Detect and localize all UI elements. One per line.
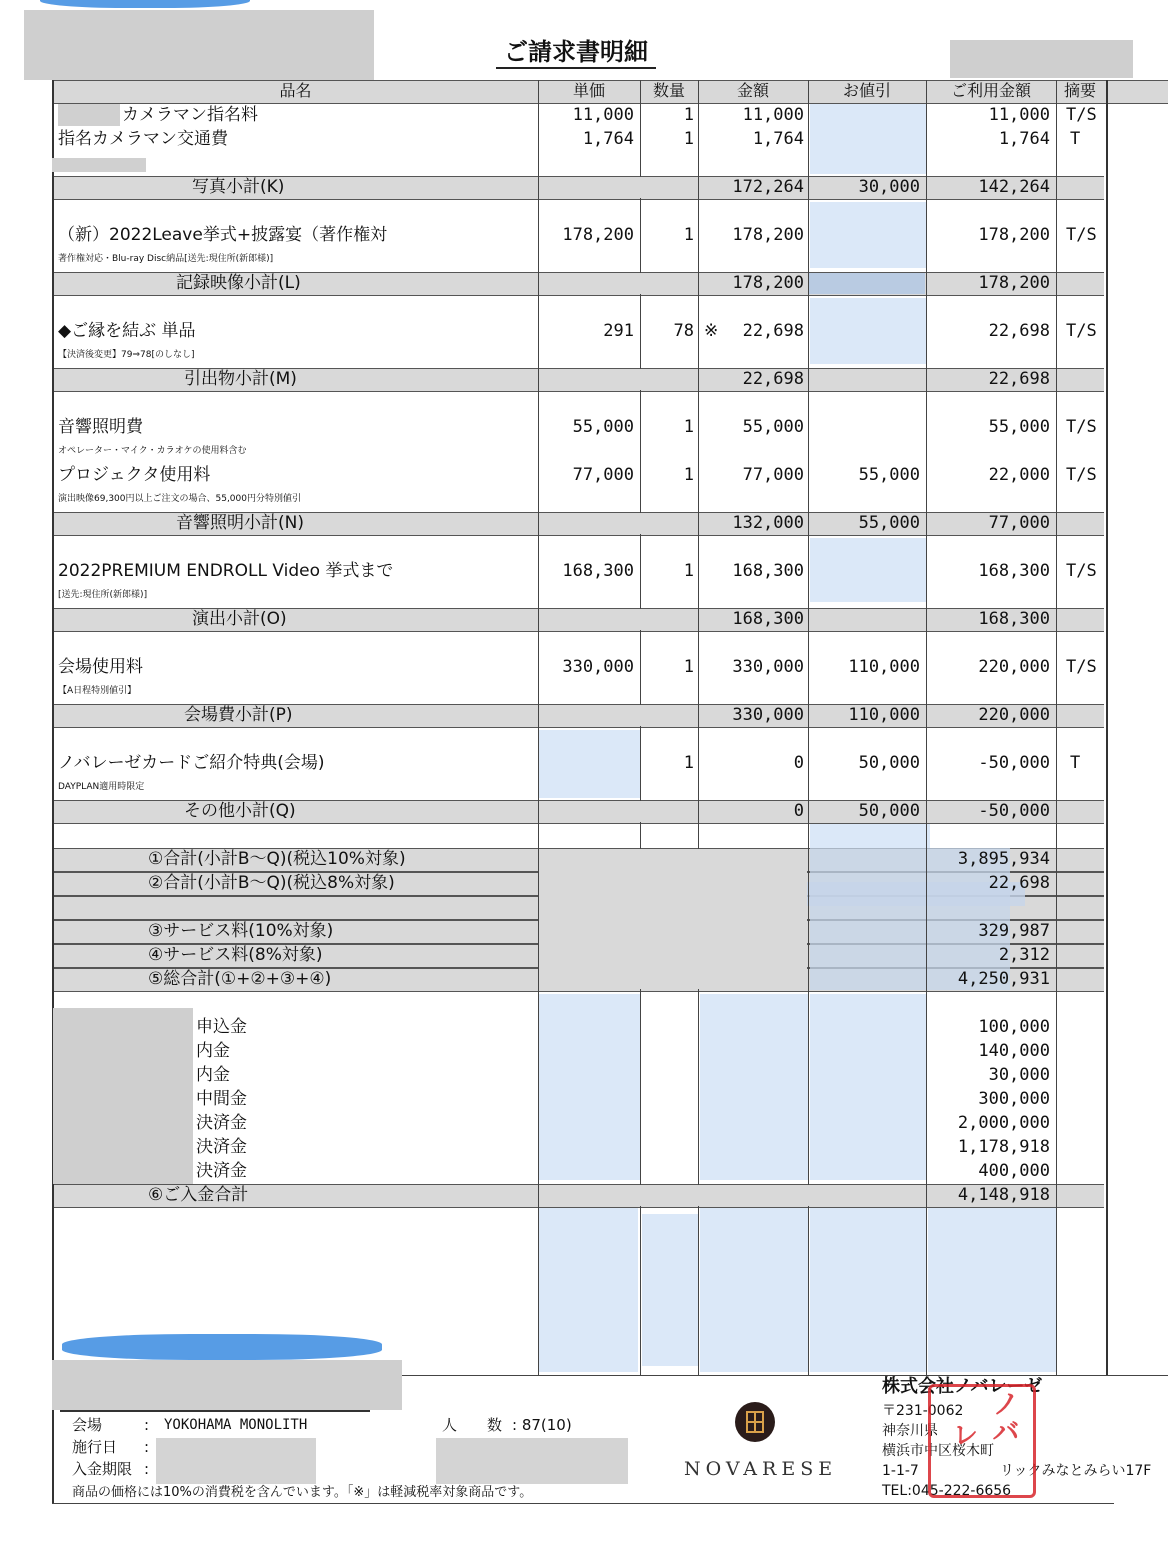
row-qty: 1 <box>683 561 694 581</box>
summary-label: ②合計(小計B～Q)(税込8%対象) <box>148 873 395 893</box>
payment-amount: 140,000 <box>978 1041 1050 1061</box>
row-price: 11,000 <box>572 105 634 125</box>
row-qty: 1 <box>683 465 694 485</box>
row-amount: 168,300 <box>732 561 804 581</box>
reduced-tax-mark: ※ <box>704 321 719 341</box>
redacted-payment-dates <box>53 1008 193 1184</box>
row-amount: 11,000 <box>742 105 804 125</box>
subtotal-total: -50,000 <box>978 801 1050 821</box>
subtotal-total: 142,264 <box>978 177 1050 197</box>
col-line-note <box>1056 80 1057 1375</box>
row-sub: DAYPLAN適用時限定 <box>58 782 145 792</box>
row-note: T/S <box>1066 225 1097 245</box>
row-name: プロジェクタ使用料 <box>58 465 211 485</box>
row-name: 会場使用料 <box>58 657 143 677</box>
row-price: 77,000 <box>572 465 634 485</box>
company-address-2: 横浜市中区桜木町 <box>882 1443 994 1459</box>
subtotal-label: 引出物小計(M) <box>184 369 297 389</box>
subtotal-label-cover-2 <box>539 273 697 294</box>
payment-deadline-label: 入金期限 <box>72 1460 133 1478</box>
subtotal-label-cover-6 <box>539 705 697 726</box>
payment-label: 決済金 <box>196 1113 247 1133</box>
header-quantity: 数量 <box>652 81 685 100</box>
row-total: 22,000 <box>988 465 1050 485</box>
subtotal-amount: 330,000 <box>732 705 804 725</box>
payment-total-cover <box>539 1185 925 1206</box>
row-name: （新）2022Leave挙式+披露宴（著作権対 <box>58 225 388 245</box>
company-postal: 〒231-0062 <box>882 1403 964 1419</box>
summary-total: 4,250,931 <box>957 969 1050 989</box>
subtotal-label-cover-7 <box>539 801 697 822</box>
row-name: カメラマン指名料 <box>122 105 258 125</box>
subtotal-amount: 168,300 <box>732 609 804 629</box>
row-name: 指名カメラマン交通費 <box>58 129 228 149</box>
novarese-logo-icon <box>735 1402 775 1442</box>
company-address-4: リックみなとみらい17F <box>1000 1463 1152 1479</box>
subtotal-amount: 22,698 <box>742 369 804 389</box>
row-note: T/S <box>1066 561 1097 581</box>
payment-amount: 30,000 <box>988 1065 1050 1085</box>
subtotal-discount: 110,000 <box>848 705 920 725</box>
row-total: 11,000 <box>988 105 1050 125</box>
row-price: 291 <box>603 321 634 341</box>
summary-total: 3,895,934 <box>957 849 1050 869</box>
summary-label-cover <box>539 849 807 989</box>
row-amount: 22,698 <box>742 321 804 341</box>
header-note: 摘要 <box>1063 81 1096 100</box>
subtotal-label: 音響照明小計(N) <box>176 513 304 533</box>
subtotal-total: 168,300 <box>978 609 1050 629</box>
payment-label: 決済金 <box>196 1161 247 1181</box>
subtotal-total: 77,000 <box>988 513 1050 533</box>
summary-total: 329,987 <box>978 921 1050 941</box>
row-qty: 1 <box>683 129 694 149</box>
redacted-footer-info <box>436 1438 628 1484</box>
subtotal-amount: 178,200 <box>732 273 804 293</box>
company-name: 株式会社ノバレーゼ <box>882 1376 1043 1397</box>
payment-deadline-separator: : <box>144 1460 150 1478</box>
redacted-row-sub <box>52 158 146 172</box>
row-price: 55,000 <box>572 417 634 437</box>
row-sub: 演出映像69,300円以上ご注文の場合、55,000円分特別値引 <box>58 494 301 504</box>
row-price: 1,764 <box>582 129 634 149</box>
col-line-amount <box>698 80 699 1375</box>
payment-label: 内金 <box>196 1065 230 1085</box>
subtotal-amount: 172,264 <box>732 177 804 197</box>
row-qty: 1 <box>683 753 694 773</box>
guests-value: : 87(10) <box>512 1416 572 1434</box>
row-name: 2022PREMIUM ENDROLL Video 挙式まで <box>58 561 394 581</box>
row-total: 220,000 <box>978 657 1050 677</box>
row-qty: 78 <box>673 321 694 341</box>
row-total: -50,000 <box>978 753 1050 773</box>
row-note: T/S <box>1066 465 1097 485</box>
payment-amount: 2,000,000 <box>957 1113 1050 1133</box>
row-price: 178,200 <box>562 225 634 245</box>
payment-total-amount: 4,148,918 <box>957 1185 1050 1205</box>
wedding-date-separator: : <box>144 1438 150 1456</box>
row-note: T <box>1070 753 1081 773</box>
redacted-footer-name <box>52 1360 402 1410</box>
payment-amount: 1,178,918 <box>957 1137 1050 1157</box>
row-discount: 110,000 <box>848 657 920 677</box>
row-qty: 1 <box>683 225 694 245</box>
payment-amount: 400,000 <box>978 1161 1050 1181</box>
subtotal-label: 演出小計(O) <box>192 609 287 629</box>
header-total: ご利用金額 <box>950 81 1031 100</box>
row-note: T/S <box>1066 417 1097 437</box>
subtotal-total: 22,698 <box>988 369 1050 389</box>
ink-smudge-top <box>40 0 250 8</box>
summary-label: ①合計(小計B～Q)(税込10%対象) <box>148 849 406 869</box>
guests-label: 人 数 <box>442 1416 503 1434</box>
subtotal-total: 178,200 <box>978 273 1050 293</box>
summary-total: 2,312 <box>998 945 1050 965</box>
page-title: ご請求書明細 <box>496 32 656 69</box>
venue-value: YOKOHAMA MONOLITH <box>164 1417 308 1433</box>
redacted-row-prefix <box>58 104 120 126</box>
header-unit-price: 単価 <box>572 81 605 100</box>
summary-label: ⑤総合計(①+②+③+④) <box>148 969 332 989</box>
summary-total: 22,698 <box>988 873 1050 893</box>
subtotal-label-cover-3 <box>539 369 697 390</box>
row-price: 330,000 <box>562 657 634 677</box>
col-line-total <box>926 80 927 1375</box>
row-note: T/S <box>1066 657 1097 677</box>
row-sub: 【A日程特別値引】 <box>58 686 137 696</box>
subtotal-total: 220,000 <box>978 705 1050 725</box>
row-note: T/S <box>1066 321 1097 341</box>
payment-amount: 300,000 <box>978 1089 1050 1109</box>
redacted-footer-dates <box>156 1438 316 1484</box>
row-amount: 178,200 <box>732 225 804 245</box>
payment-label: 申込金 <box>196 1017 247 1037</box>
row-amount: 55,000 <box>742 417 804 437</box>
row-discount: 55,000 <box>858 465 920 485</box>
row-sub: [送先:現住所(新郎様)] <box>58 590 148 600</box>
summary-label: ③サービス料(10%対象) <box>148 921 334 941</box>
ink-smudge-bottom <box>62 1334 382 1360</box>
row-discount: 50,000 <box>858 753 920 773</box>
row-note: T <box>1070 129 1081 149</box>
redacted-invoice-number <box>950 40 1133 78</box>
row-note: T/S <box>1066 105 1097 125</box>
subtotal-amount: 132,000 <box>732 513 804 533</box>
payment-label: 中間金 <box>196 1089 247 1109</box>
row-total: 178,200 <box>978 225 1050 245</box>
row-sub: 【決済後変更】79⇒78[のしなし] <box>58 350 195 360</box>
row-total: 22,698 <box>988 321 1050 341</box>
payment-total-label: ⑥ご入金合計 <box>148 1185 249 1205</box>
tax-note: 商品の価格には10%の消費税を含んでいます。「※」は軽減税率対象商品です。 <box>72 1485 533 1500</box>
row-price: 168,300 <box>562 561 634 581</box>
subtotal-label: 記録映像小計(L) <box>176 273 301 293</box>
company-address-3: 1-1-7 <box>882 1463 919 1479</box>
row-name: 音響照明費 <box>58 417 143 437</box>
summary-label: ④サービス料(8%対象) <box>148 945 323 965</box>
footer-bottom-border <box>52 1503 1114 1504</box>
row-qty: 1 <box>683 417 694 437</box>
subtotal-label-cover-5 <box>539 609 697 630</box>
company-seal-stamp: ノバ レ <box>928 1384 1036 1498</box>
row-name: ◆ご縁を結ぶ 単品 <box>58 321 196 341</box>
company-phone: TEL:045-222-6656 <box>882 1483 1012 1499</box>
header-amount: 金額 <box>736 81 769 100</box>
row-amount: 330,000 <box>732 657 804 677</box>
row-total: 168,300 <box>978 561 1050 581</box>
summary-band-cover <box>539 897 807 919</box>
brand-wordmark: NOVARESE <box>684 1458 838 1480</box>
highlight-subtotal-l-discount <box>809 273 925 294</box>
subtotal-label-cover-4 <box>539 513 697 534</box>
subtotal-discount: 30,000 <box>858 177 920 197</box>
row-sub: オペレーター・マイク・カラオケの使用料含む <box>58 446 247 456</box>
row-total: 55,000 <box>988 417 1050 437</box>
payment-label: 決済金 <box>196 1137 247 1157</box>
venue-separator: : <box>144 1416 150 1434</box>
subtotal-label-cover <box>539 177 697 198</box>
subtotal-label: 会場費小計(P) <box>184 705 293 725</box>
row-total: 1,764 <box>998 129 1050 149</box>
subtotal-discount: 55,000 <box>858 513 920 533</box>
row-name: ノバレーゼカードご紹介特典(会場) <box>58 753 325 773</box>
header-item-name: 品名 <box>279 81 312 100</box>
row-amount: 77,000 <box>742 465 804 485</box>
row-qty: 1 <box>683 657 694 677</box>
row-amount: 1,764 <box>752 129 804 149</box>
subtotal-discount: 50,000 <box>858 801 920 821</box>
row-sub: 著作権対応・Blu-ray Disc納品[送先:現住所(新郎様)] <box>58 254 274 264</box>
payment-amount: 100,000 <box>978 1017 1050 1037</box>
subtotal-amount: 0 <box>793 801 804 821</box>
subtotal-label: 写真小計(K) <box>192 177 285 197</box>
row-amount: 0 <box>793 753 804 773</box>
footer-name-underline <box>60 1410 370 1412</box>
wedding-date-label: 施行日 <box>72 1438 118 1456</box>
venue-label: 会場 <box>72 1416 103 1434</box>
payment-label: 内金 <box>196 1041 230 1061</box>
subtotal-label: その他小計(Q) <box>184 801 296 821</box>
company-address-1: 神奈川県 <box>882 1423 938 1439</box>
redacted-customer-name <box>24 10 374 80</box>
row-qty: 1 <box>683 105 694 125</box>
header-discount: お値引 <box>842 81 891 100</box>
